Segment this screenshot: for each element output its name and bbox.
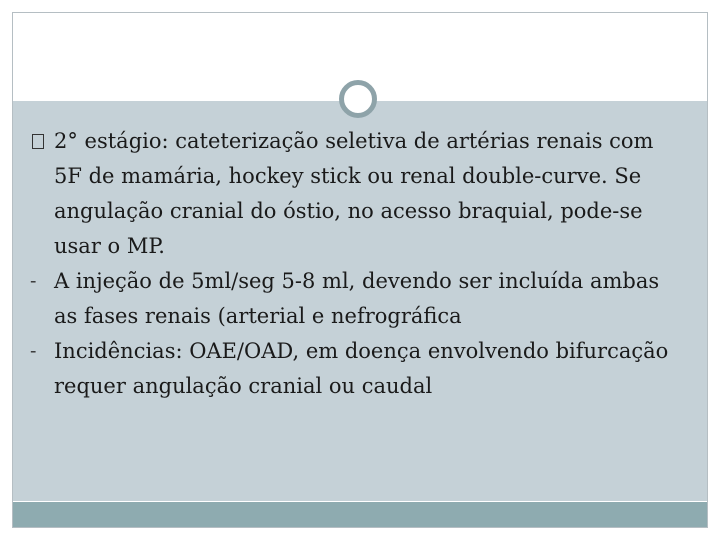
paragraph-text: Incidências: OAE/OAD, em doença envolvendo bifurcação requer angulação cranial ou caudal (54, 339, 669, 398)
paragraph-text: 2° estágio: cateterização seletiva de artérias renais com 5F de mamária, hockey stick ou renal double-curve. Se angulação cranial do óstio, no acesso braquial, pode-se usar o MP. (54, 129, 654, 258)
body-text-list (30, 124, 680, 404)
divider-circle-ornament (339, 80, 377, 118)
paragraph-text: A injeção de 5ml/seg 5-8 ml, devendo ser incluída ambas as fases renais (arterial e nefrográfica (54, 269, 660, 328)
dash-bullet: - (30, 270, 37, 292)
paragraph-item (30, 264, 680, 334)
dash-bullet: - (30, 340, 37, 362)
paragraph-item (30, 334, 680, 404)
footer-bar (13, 502, 707, 527)
missing-glyph-bullet-icon (30, 124, 50, 160)
paragraph-item (30, 124, 680, 264)
